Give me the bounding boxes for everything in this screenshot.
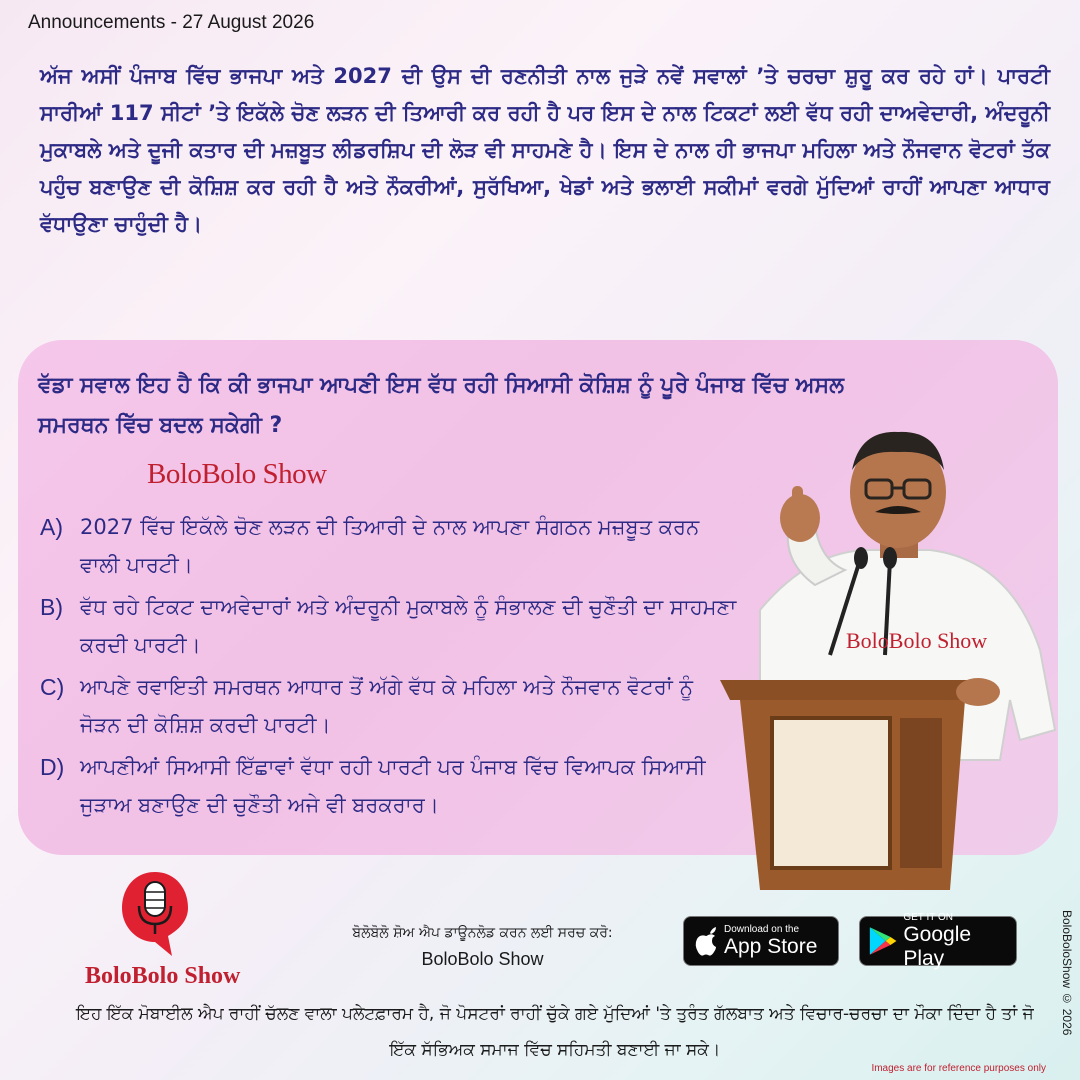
- options-list: [40, 508, 740, 828]
- option-text: ਵੱਧ ਰਹੇ ਟਿਕਟ ਦਾਅਵੇਦਾਰਾਂ ਅਤੇ ਅੰਦਰੂਨੀ ਮੁਕਾਬਲੇ ਨੂੰ ਸੰਭਾਲਣ ਦੀ ਚੁਣੌਤੀ ਦਾ ਸਾਹਮਣਾ ਕਰਦੀ ਪਾਰਟੀ।: [80, 595, 737, 657]
- question-text: ਵੱਡਾ ਸਵਾਲ ਇਹ ਹੈ ਕਿ ਕੀ ਭਾਜਪਾ ਆਪਣੀ ਇਸ ਵੱਧ ਰਹੀ ਸਿਆਸੀ ਕੋਸ਼ਿਸ਼ ਨੂੰ ਪੂਰੇ ਪੰਜਾਬ ਵਿੱਚ ਅਸਲ ਸਮਰਥਨ ਵਿੱਚ ਬਦਲ ਸਕੇਗੀ ?: [38, 373, 845, 438]
- download-prompt: [300, 922, 665, 970]
- brand-watermark: BoloBolo Show: [147, 458, 327, 490]
- option-a[interactable]: [40, 508, 740, 584]
- google-play-button[interactable]: [859, 911, 1017, 970]
- app-store-big: App Store: [724, 934, 818, 958]
- app-store-button[interactable]: [683, 916, 839, 966]
- google-play-big: Google Play: [903, 922, 972, 970]
- apple-icon: [684, 923, 724, 959]
- option-d[interactable]: [40, 748, 740, 824]
- option-text: ਆਪਣੀਆਂ ਸਿਆਸੀ ਇੱਛਾਵਾਂ ਵੱਧਾ ਰਹੀ ਪਾਰਟੀ ਪਰ ਪੰਜਾਬ ਵਿੱਚ ਵਿਆਪਕ ਸਿਆਸੀ ਜੁੜਾਅ ਬਣਾਉਣ ਦੀ ਚੁਣੌਤੀ ਅਜੇ ਵੀ ਬਰਕਰਾਰ।: [80, 755, 706, 817]
- play-triangle-icon: [860, 923, 903, 959]
- footer-note: ਇਹ ਇੱਕ ਮੋਬਾਈਲ ਐਪ ਰਾਹੀਂ ਚੱਲਣ ਵਾਲਾ ਪਲੇਟਫ਼ਾਰਮ ਹੈ, ਜੋ ਪੋਸਟਰਾਂ ਰਾਹੀਂ ਚੁੱਕੇ ਗਏ ਮੁੱਦਿਆਂ 'ਤੇ ਤੁਰੰਤ ਗੱਲਬਾਤ ਅਤੇ ਵਿਚਾਰ-ਚਰਚਾ ਦਾ ਮੌਕਾ ਦਿੰਦਾ ਹੈ ਤਾਂ ਜੋ ਇੱਕ ਸੱਭਿਅਕ ਸਮਾਜ ਵਿੱਚ ਸਹਿਮਤੀ ਬਣਾਈ ਜਾ ਸਕੇ।: [76, 1004, 1034, 1060]
- app-name: BoloBolo Show: [421, 949, 544, 969]
- option-letter: B): [40, 594, 63, 620]
- intro-paragraph: ਅੱਜ ਅਸੀਂ ਪੰਜਾਬ ਵਿੱਚ ਭਾਜਪਾ ਅਤੇ 2027 ਦੀ ਉਸ ਦੀ ਰਣਨੀਤੀ ਨਾਲ ਜੁੜੇ ਨਵੇਂ ਸਵਾਲਾਂ ’ਤੇ ਚਰਚਾ ਸ਼ੁਰੂ ਕਰ ਰਹੇ ਹਾਂ। ਪਾਰਟੀ ਸਾਰੀਆਂ 117 ਸੀਟਾਂ ’ਤੇ ਇਕੱਲੇ ਚੋਣ ਲੜਨ ਦੀ ਤਿਆਰੀ ਕਰ ਰਹੀ ਹੈ ਪਰ ਇਸ ਦੇ ਨਾਲ ਟਿਕਟਾਂ ਲਈ ਵੱਧ ਰਹੀ ਦਾਅਵੇਦਾਰੀ, ਅੰਦਰੂਨੀ ਮੁਕਾਬਲੇ ਅਤੇ ਦੂਜੀ ਕਤਾਰ ਦੀ ਮਜ਼ਬੂਤ ਲੀਡਰਸ਼ਿਪ ਦੀ ਲੋੜ ਵੀ ਸਾਹਮਣੇ ਹੈ। ਇਸ ਦੇ ਨਾਲ ਹੀ ਭਾਜਪਾ ਮਹਿਲਾ ਅਤੇ ਨੌਜਵਾਨ ਵੋਟਰਾਂ ਤੱਕ ਪਹੁੰਚ ਬਣਾਉਣ ਦੀ ਕੋਸ਼ਿਸ਼ ਕਰ ਰਹੀ ਹੈ ਅਤੇ ਨੌਕਰੀਆਂ, ਸੁਰੱਖਿਆ, ਖੇਡਾਂ ਅਤੇ ਭਲਾਈ ਸਕੀਮਾਂ ਵਰਗੇ ਮੁੱਦਿਆਂ ਰਾਹੀਂ ਆਪਣਾ ਆਧਾਰ ਵੱਧਾਉਣਾ ਚਾਹੁੰਦੀ ਹੈ।: [40, 64, 1050, 236]
- brand-watermark: BoloBolo Show: [846, 628, 988, 653]
- option-c[interactable]: [40, 668, 740, 744]
- option-letter: D): [40, 754, 65, 780]
- app-store-small: Download on the: [724, 923, 800, 935]
- option-letter: C): [40, 674, 65, 700]
- option-text: ਆਪਣੇ ਰਵਾਇਤੀ ਸਮਰਥਨ ਆਧਾਰ ਤੋਂ ਅੱਗੇ ਵੱਧ ਕੇ ਮਹਿਲਾ ਅਤੇ ਨੌਜਵਾਨ ਵੋਟਰਾਂ ਨੂੰ ਜੋੜਨ ਦੀ ਕੋਸ਼ਿਸ਼ ਕਰਦੀ ਪਾਰਟੀ।: [80, 675, 694, 737]
- microphone-logo-icon: [120, 870, 190, 960]
- option-letter: A): [40, 514, 63, 540]
- copyright-vertical: BoloBoloShow © 2026: [1060, 910, 1074, 1036]
- reference-note: Images are for reference purposes only: [871, 1063, 1046, 1074]
- option-b[interactable]: [40, 588, 740, 664]
- google-play-small: GET IT ON: [903, 911, 953, 923]
- header-date: Announcements - 27 August 2026: [28, 12, 315, 33]
- option-text: 2027 ਵਿੱਚ ਇਕੱਲੇ ਚੋਣ ਲੜਨ ਦੀ ਤਿਆਰੀ ਦੇ ਨਾਲ ਆਪਣਾ ਸੰਗਠਨ ਮਜ਼ਬੂਤ ਕਰਨ ਵਾਲੀ ਪਾਰਟੀ।: [80, 515, 700, 577]
- download-prompt-text: ਬੋਲੋਬੋਲੋ ਸ਼ੋਅ ਐਪ ਡਾਊਨਲੋਡ ਕਰਨ ਲਈ ਸਰਚ ਕਰੋ:: [352, 925, 613, 941]
- footer-brand: BoloBolo Show: [85, 963, 241, 989]
